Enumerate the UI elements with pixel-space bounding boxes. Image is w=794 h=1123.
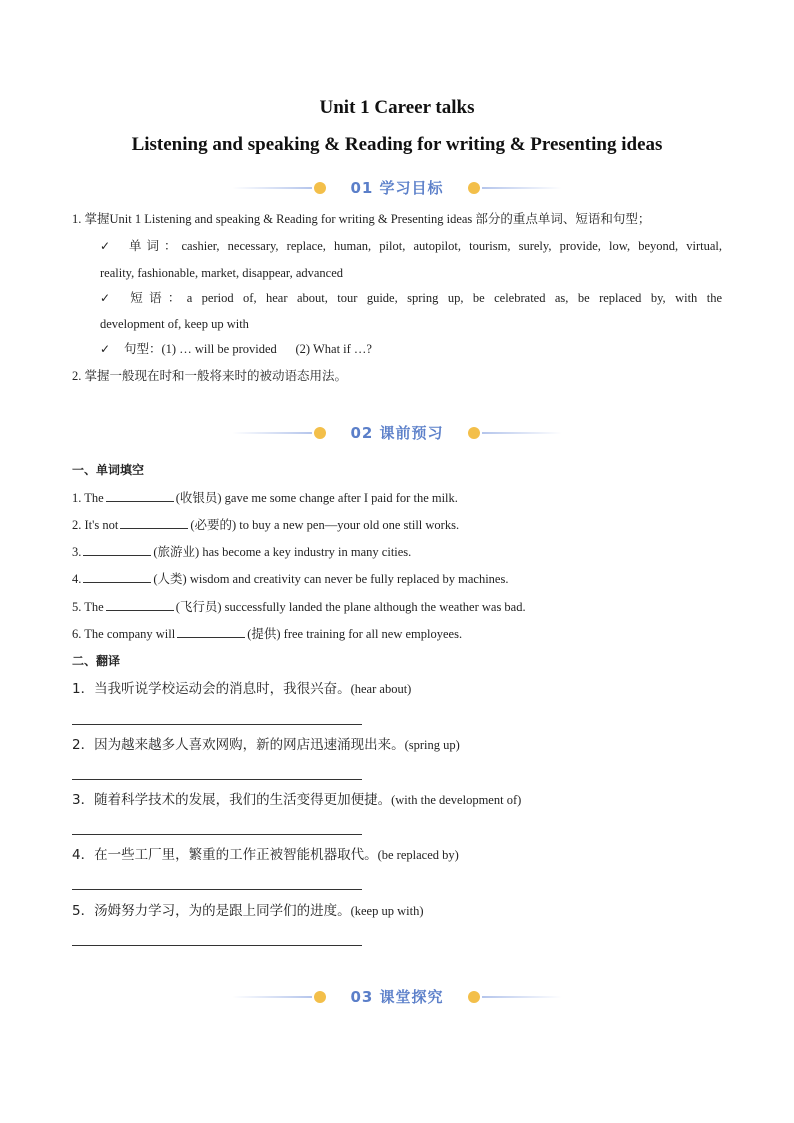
answer-blank[interactable] bbox=[106, 598, 174, 611]
item-text: (提供) free training for all new employees. bbox=[247, 627, 463, 641]
answer-blank[interactable] bbox=[177, 625, 245, 638]
fill-blank-item bbox=[72, 625, 722, 643]
item-prefix: 6. The company will bbox=[72, 627, 176, 641]
translation-hint: (hear about) bbox=[350, 682, 412, 696]
divider-line-right bbox=[482, 432, 562, 434]
fill-blank-item bbox=[72, 489, 722, 507]
section-header-preview bbox=[0, 421, 794, 445]
translation-item bbox=[72, 736, 722, 754]
fill-blank-item bbox=[72, 543, 722, 561]
translation-item bbox=[72, 680, 722, 698]
answer-line[interactable] bbox=[72, 779, 362, 780]
item-prefix: 1. The bbox=[72, 491, 104, 505]
answer-blank[interactable] bbox=[83, 570, 151, 583]
section-title: 03 课堂探究 bbox=[350, 988, 444, 1006]
objective-patterns-text: 句型：(1) … will be provided (2) What if …? bbox=[124, 342, 372, 356]
objective-phrases-cont: development of, keep up with bbox=[100, 317, 249, 331]
objective-words bbox=[100, 237, 722, 255]
item-text: (飞行员) successfully landed the plane although the weather was bad. bbox=[175, 600, 526, 614]
checkmark-icon: ✓ bbox=[100, 239, 111, 253]
answer-blank[interactable] bbox=[120, 516, 188, 529]
answer-line[interactable] bbox=[72, 945, 362, 946]
section-title: 02 课前预习 bbox=[350, 424, 444, 442]
translation-prompt: 3．随着科学技术的发展，我们的生活变得更加便捷。 bbox=[72, 792, 392, 808]
part2-heading: 二、翻译 bbox=[72, 654, 121, 668]
dot-icon bbox=[468, 182, 480, 194]
item-text: (旅游业) has become a key industry in many cities. bbox=[153, 545, 412, 559]
translation-hint: (with the development of) bbox=[391, 793, 522, 807]
objective-words-text: 单词：cashier, necessary, replace, human, pilot, autopilot, tourism, surely, provide, low, beyond, virtual, bbox=[124, 239, 722, 253]
objective-phrases-text: 短语：a period of, hear about, tour guide, spring up, be celebrated as, be replaced by, with the bbox=[124, 291, 722, 305]
answer-blank[interactable] bbox=[83, 543, 151, 556]
translation-prompt: 4．在一些工厂里，繁重的工作正被智能机器取代。 bbox=[72, 847, 378, 863]
section-header-classroom bbox=[0, 985, 794, 1009]
divider-line-right bbox=[482, 996, 562, 998]
section-header-objectives bbox=[0, 176, 794, 200]
translation-item bbox=[72, 846, 722, 864]
translation-prompt: 2．因为越来越多人喜欢网购，新的网店迅速涌现出来。 bbox=[72, 737, 405, 753]
fill-blank-item bbox=[72, 598, 722, 616]
dot-icon bbox=[468, 991, 480, 1003]
answer-blank[interactable] bbox=[106, 489, 174, 502]
checkmark-icon: ✓ bbox=[100, 342, 111, 356]
dot-icon bbox=[468, 427, 480, 439]
section-title: 01 学习目标 bbox=[350, 179, 444, 197]
translation-hint: (keep up with) bbox=[350, 904, 424, 918]
objective-words-cont: reality, fashionable, market, disappear, advanced bbox=[100, 266, 344, 280]
translation-item bbox=[72, 902, 722, 920]
part1-heading: 一、单词填空 bbox=[72, 463, 145, 477]
page-subtitle: Listening and speaking & Reading for writing & Presenting ideas bbox=[131, 134, 663, 155]
answer-line[interactable] bbox=[72, 889, 362, 890]
answer-line[interactable] bbox=[72, 834, 362, 835]
fill-blank-item bbox=[72, 516, 722, 534]
item-prefix: 4. bbox=[72, 572, 82, 586]
page-title: Unit 1 Career talks bbox=[319, 97, 475, 118]
translation-hint: (spring up) bbox=[404, 738, 460, 752]
item-text: (必要的) to buy a new pen—your old one still works. bbox=[190, 518, 460, 532]
item-prefix: 3. bbox=[72, 545, 82, 559]
objective-item-2: 2. 掌握一般现在时和一般将来时的被动语态用法。 bbox=[72, 369, 348, 383]
answer-line[interactable] bbox=[72, 724, 362, 725]
item-text: (人类) wisdom and creativity can never be fully replaced by machines. bbox=[153, 572, 509, 586]
divider-line-right bbox=[482, 187, 562, 189]
translation-prompt: 1．当我听说学校运动会的消息时，我很兴奋。 bbox=[72, 681, 351, 697]
item-prefix: 2. It's not bbox=[72, 518, 119, 532]
translation-hint: (be replaced by) bbox=[377, 848, 459, 862]
translation-item bbox=[72, 791, 722, 809]
objective-phrases bbox=[100, 289, 722, 307]
objective-item-1: 1. 掌握Unit 1 Listening and speaking & Reading for writing & Presenting ideas 部分的重点单词、短语和句型； bbox=[72, 212, 651, 226]
objective-patterns bbox=[100, 340, 722, 358]
item-prefix: 5. The bbox=[72, 600, 104, 614]
fill-blank-item bbox=[72, 570, 722, 588]
checkmark-icon: ✓ bbox=[100, 291, 111, 305]
translation-prompt: 5．汤姆努力学习，为的是跟上同学们的进度。 bbox=[72, 903, 351, 919]
item-text: (收银员) gave me some change after I paid for the milk. bbox=[175, 491, 458, 505]
